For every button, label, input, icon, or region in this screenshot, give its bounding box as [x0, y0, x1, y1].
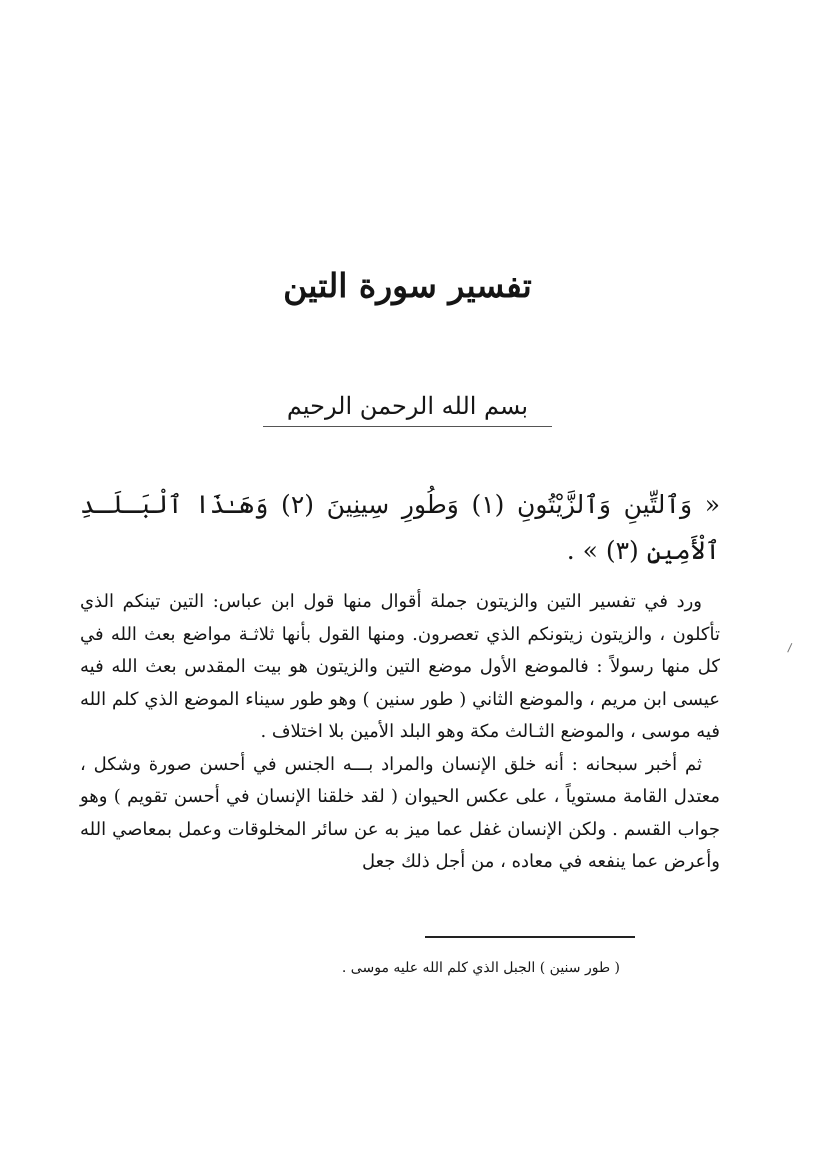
- margin-mark: [787, 643, 798, 655]
- basmala: [0, 386, 815, 427]
- commentary-body: [80, 586, 720, 879]
- page-title: تفسير سورة التين: [283, 266, 532, 305]
- commentary-paragraph: ثم أخبر سبحانه : أنه خلق الإنسان والمراد بـــه الجنس في أحسن صورة وشكل ، معتدل القامة مستوياً ، على عكس الحيوان ( لقد خلقنا الإنسان في أحسن تقويم ) وهو جواب القسم . ولكن الإنسان غفل عما ميز به عن سائر المخلوقات وعمل بمعاصي الله وأعرض عما ينفعه في معاده ، من أجل ذلك جعل: [80, 753, 720, 872]
- commentary-paragraph: ورد في تفسير التين والزيتون جملة أقوال منها قول ابن عباس: التين تينكم الذي تأكلون ، والزيتون زيتونكم الذي تعصرون. ومنها القول بأنها ثلاثـة مواضع بعث الله في كل منها رسولاً : فالموضع الأول موضع التين والزيتون هو بيت المقدس بعث الله فيه عيسى ابن مريم ، والموضع الثاني ( طور سنين ) وهو طور سيناء الموضع الذي كلم الله فيه موسى ، والموضع الثـالث مكة وهو البلد الأمين بلا اختلاف .: [80, 591, 720, 742]
- basmala-calligraphy: بسم الله الرحمن الرحيم: [263, 386, 552, 427]
- footnote-separator: [425, 936, 635, 938]
- quran-verse: « وَٱلتِّينِ وَٱلزَّيْتُونِ (١) وَطُورِ سِينِينَ (٢) وَهَـٰذَا ٱلْبَـلَـدِ ٱلْأَمِينِ (٣) » .: [80, 490, 720, 565]
- footnote: ( طور سنين ) الجبل الذي كلم الله عليه موسى .: [341, 960, 620, 976]
